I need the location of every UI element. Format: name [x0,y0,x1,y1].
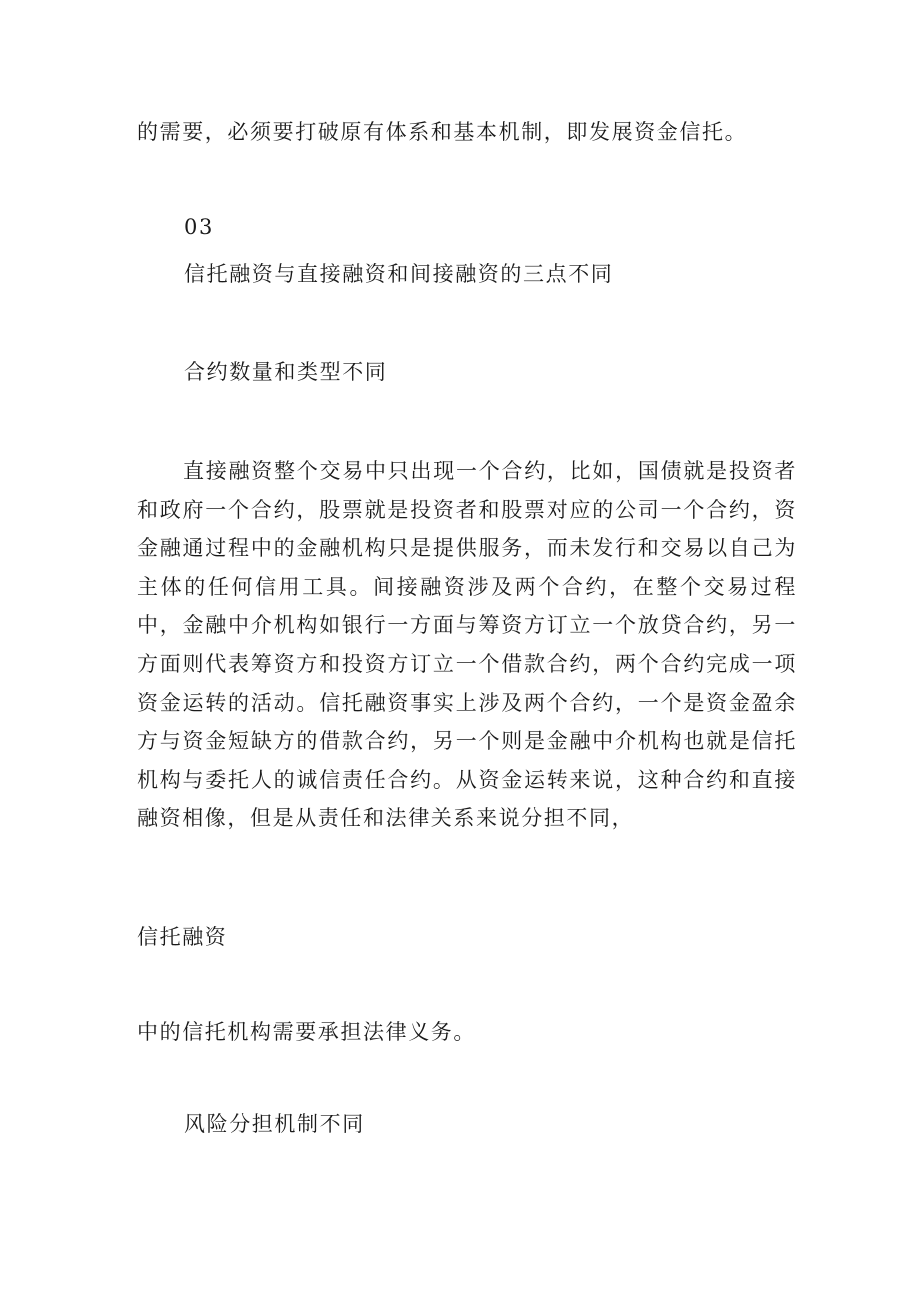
subheading-risk-sharing: 风险分担机制不同 [184,1112,365,1136]
paragraph-contracts-tail: 信托融资 [137,925,228,949]
section-title: 信托融资与直接融资和间接融资的三点不同 [184,262,614,286]
continuation-line: 的需要，必须要打破原有体系和基本机制，即发展资金信托。 [137,120,748,144]
paragraph-legal-obligation: 中的信托机构需要承担法律义务。 [137,1020,476,1044]
subheading-contract-count: 合约数量和类型不同 [184,360,388,384]
paragraph-contracts: 直接融资整个交易中只出现一个合约，比如，国债就是投资者和政府一个合约，股票就是投资者和股票对应的公司一个合约，资金融通过程中的金融机构只是提供服务，而未发行和交易以自己为主体的任何信用工具。间接融资涉及两个合约，在整个交易过程中，金融中介机构如银行一方面与筹资方订立一个放贷合约，另一方面则代表筹资方和投资方订立一个借款合约，两个合约完成一项资金运转的活动。信托融资事实上涉及两个合约，一个是资金盈余方与资金短缺方的借款合约，另一个则是金融中介机构也就是信托机构与委托人的诚信责任合约。从资金运转来说，这种合约和直接融资相像，但是从责任和法律关系来说分担不同， [137,459,797,831]
section-number: 03 [184,215,214,239]
